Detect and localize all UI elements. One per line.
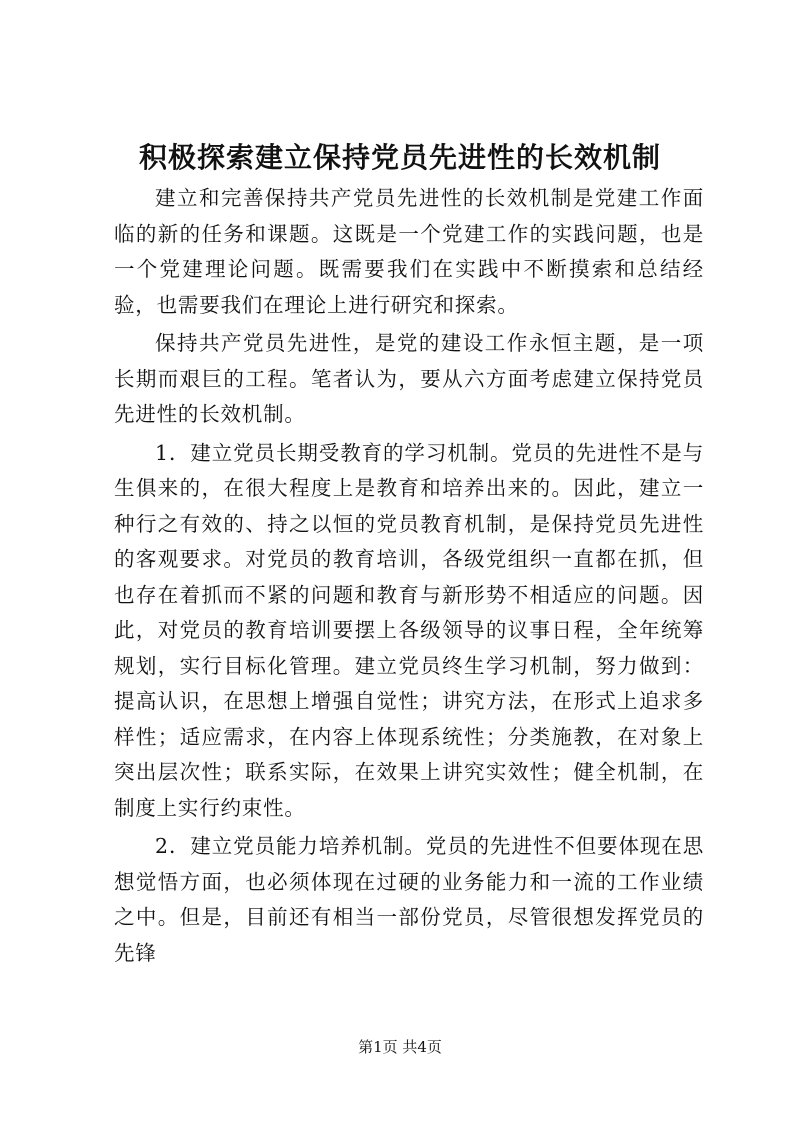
paragraph-overview: 保持共产党员先进性，是党的建设工作永恒主题，是一项长期而艰巨的工程。笔者认为，要从六方面考虑建立保持党员先进性的长效机制。 (114, 331, 704, 426)
paragraph-section-2: 2．建立党员能力培养机制。党员的先进性不但要体现在思想觉悟方面，也必须体现在过硬的业务能力和一流的工作业绩之中。但是，目前还有相当一部份党员，尽管很想发挥党员的先锋 (114, 834, 704, 965)
document-title: 积极探索建立保持党员先进性的长效机制 (138, 141, 661, 174)
document-body (114, 181, 704, 974)
paragraph-intro: 建立和完善保持共产党员先进性的长效机制是党建工作面临的新的任务和课题。这既是一个党建工作的实践问题，也是一个党建理论问题。既需要我们在实践中不断摸索和总结经验，也需要我们在理论上进行研究和探索。 (114, 186, 704, 317)
page-footer: 第1页 共4页 (358, 1038, 442, 1056)
paragraph-section-1: 1．建立党员长期受教育的学习机制。党员的先进性不是与生俱来的，在很大程度上是教育和培养出来的。因此，建立一种行之有效的、持之以恒的党员教育机制，是保持党员先进性的客观要求。对党员的教育培训，各级党组织一直都在抓，但也存在着抓而不紧的问题和教育与新形势不相适应的问题。因此，对党员的教育培训要摆上各级领导的议事日程，全年统筹规划，实行目标化管理。建立党员终生学习机制，努力做到：提高认识，在思想上增强自觉性；讲究方法，在形式上追求多样性；适应需求，在内容上体现系统性；分类施教，在对象上突出层次性；联系实际，在效果上讲究实效性；健全机制，在制度上实行约束性。 (114, 440, 704, 820)
